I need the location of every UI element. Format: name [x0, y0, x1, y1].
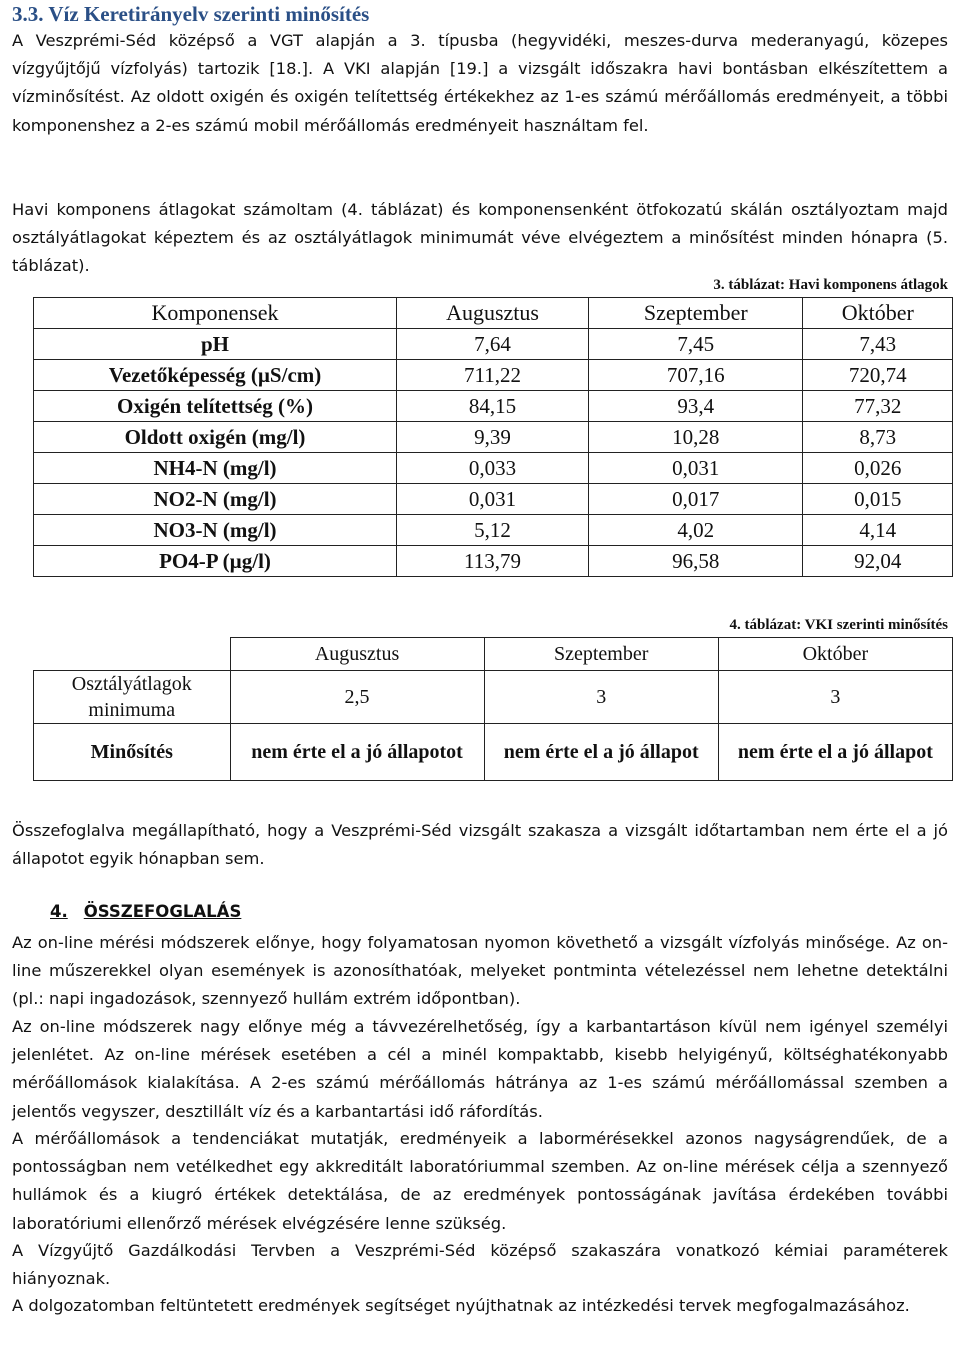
section4-title: ÖSSZEFOGLALÁS — [83, 902, 242, 921]
table-cell: 0,026 — [803, 453, 953, 484]
table-cell: 113,79 — [397, 546, 589, 577]
table-cell: 84,15 — [397, 391, 589, 422]
row-label: Minősítés — [34, 724, 231, 781]
table-cell: 5,12 — [397, 515, 589, 546]
table-row — [34, 453, 953, 484]
table-cell: 92,04 — [803, 546, 953, 577]
conclusion-paragraph-4: A Vízgyűjtő Gazdálkodási Tervben a Veszprémi-Séd középső szakaszára vonatkozó kémiai paraméterek hiányoznak. — [12, 1241, 948, 1289]
table-row — [34, 360, 953, 391]
table-cell: 0,031 — [589, 453, 803, 484]
table-cell: 707,16 — [589, 360, 803, 391]
row-label: Oxigén telítettség (%) — [34, 391, 397, 422]
row-label: pH — [34, 329, 397, 360]
table-cell: 7,45 — [589, 329, 803, 360]
table-cell: 9,39 — [397, 422, 589, 453]
table-row — [34, 422, 953, 453]
row-label: PO4-P (µg/l) — [34, 546, 397, 577]
table-cell: 7,64 — [397, 329, 589, 360]
table-cell: 711,22 — [397, 360, 589, 391]
conclusion-paragraph-1: Az on-line mérési módszerek előnye, hogy folyamatosan nyomon követhető a vizsgált vízfolyás minősége. Az on-line műszerekkel olyan események is azonosíthatóak, melyeket pontminta vételezéssel nem lehetne detektálni (pl.: napi ingadozások, szennyező hullám extrém időpontban). — [12, 933, 948, 1009]
conclusion-paragraph-5: A dolgozatomban feltüntetett eredmények segítséget nyújthatnak az intézkedési tervek megfogalmazásához. — [12, 1296, 910, 1315]
table-row — [34, 391, 953, 422]
summary-paragraph: Összefoglalva megállapítható, hogy a Veszprémi-Séd vizsgált szakasza a vizsgált időtartamban nem érte el a jó állapotot egyik hónapban sem. — [12, 821, 948, 869]
header-cell: Augusztus — [397, 298, 589, 329]
table-cell: 0,015 — [803, 484, 953, 515]
row-label: Vezetőképesség (µS/cm) — [34, 360, 397, 391]
table-cell: 4,02 — [589, 515, 803, 546]
header-cell: Komponensek — [34, 298, 397, 329]
row-label: NO3-N (mg/l) — [34, 515, 397, 546]
header-cell: Október — [718, 638, 952, 671]
table4-caption: 4. táblázat: VKI szerinti minősítés — [729, 617, 948, 633]
header-cell: Augusztus — [230, 638, 484, 671]
table-cell: 0,017 — [589, 484, 803, 515]
table-cell: 77,32 — [803, 391, 953, 422]
conclusion-paragraph-2: Az on-line módszerek nagy előnye még a távvezérelhetőség, így a karbantartáson kívül nem igényel személyi jelenlétet. Az on-line mérések esetében a cél a minél kompaktabb, kisebb helyigényű, költséghatékonyabb mérőállomások kialakítása. A 2-es számú mérőállomás hátránya az 1-es számú mérőállomással szemben a jelentős vegyszer, desztillált víz és a karbantartási idő ráfordítás. — [12, 1017, 948, 1121]
header-cell: Szeptember — [589, 298, 803, 329]
monthly-averages-table — [33, 297, 953, 577]
intro-paragraph: A Veszprémi-Séd középső a VGT alapján a 3. típusba (hegyvidéki, meszes-durva mederanyagú, közepes vízgyűjtőjű vízfolyás) tartozik [18.]. A VKI alapján [19.] a vizsgált időszakra havi bontásban elkészítettem a vízminősítést. Az oldott oxigén és oxigén telítettség értékekhez az 1-es számú mérőállomás eredményeit, a többi komponenshez a 2-es számú mobil mérőállomás eredményeit használtam fel. — [12, 31, 948, 135]
row-label: NO2-N (mg/l) — [34, 484, 397, 515]
table-cell: 93,4 — [589, 391, 803, 422]
section4-number: 4. — [50, 902, 68, 921]
table-header-row — [34, 638, 953, 671]
header-cell: Szeptember — [484, 638, 718, 671]
row-label: NH4-N (mg/l) — [34, 453, 397, 484]
header-cell: Október — [803, 298, 953, 329]
table-cell: 720,74 — [803, 360, 953, 391]
table-row — [34, 329, 953, 360]
table-cell: nem érte el a jó állapot — [484, 724, 718, 781]
table3-caption: 3. táblázat: Havi komponens átlagok — [713, 277, 948, 293]
table-cell: 8,73 — [803, 422, 953, 453]
table-cell: 4,14 — [803, 515, 953, 546]
table-cell: 2,5 — [230, 671, 484, 724]
wfd-classification-table — [33, 637, 953, 781]
section4-heading — [50, 902, 241, 921]
table-cell: nem érte el a jó állapot — [718, 724, 952, 781]
table-row — [34, 515, 953, 546]
table-cell: 3 — [484, 671, 718, 724]
table-row — [34, 546, 953, 577]
table-cell: 7,43 — [803, 329, 953, 360]
section-heading: 3.3. Víz Keretirányelv szerinti minősítés — [12, 2, 370, 26]
table-row — [34, 671, 953, 724]
empty-corner-cell — [34, 638, 231, 671]
conclusion-paragraph-3: A mérőállomások a tendenciákat mutatják, eredményeik a labormérésekkel azonos nagyságrendűek, de a pontosságban nem vetélkedhet egy akkreditált laboratóriummal szemben. Az on-line mérések célja a szennyező hullámok és a kiugró értékek detektálása, de az eredmények pontosságának javítása érdekében további laboratóriumi ellenőrző mérések elvégzésére lenne szükség. — [12, 1129, 948, 1233]
method-paragraph: Havi komponens átlagokat számoltam (4. táblázat) és komponensenként ötfokozatú skálán osztályoztam majd osztályátlagokat képeztem és az osztályátlagok minimumát véve elvégeztem a minősítést minden hónapra (5. táblázat). — [12, 200, 948, 276]
row-label: Osztályátlagok minimuma — [34, 671, 231, 724]
table-cell: nem érte el a jó állapotot — [230, 724, 484, 781]
row-label: Oldott oxigén (mg/l) — [34, 422, 397, 453]
table-cell: 96,58 — [589, 546, 803, 577]
table-cell: 3 — [718, 671, 952, 724]
table-cell: 0,031 — [397, 484, 589, 515]
table-row — [34, 724, 953, 781]
table-cell: 0,033 — [397, 453, 589, 484]
table-cell: 10,28 — [589, 422, 803, 453]
table-row — [34, 484, 953, 515]
table-header-row — [34, 298, 953, 329]
